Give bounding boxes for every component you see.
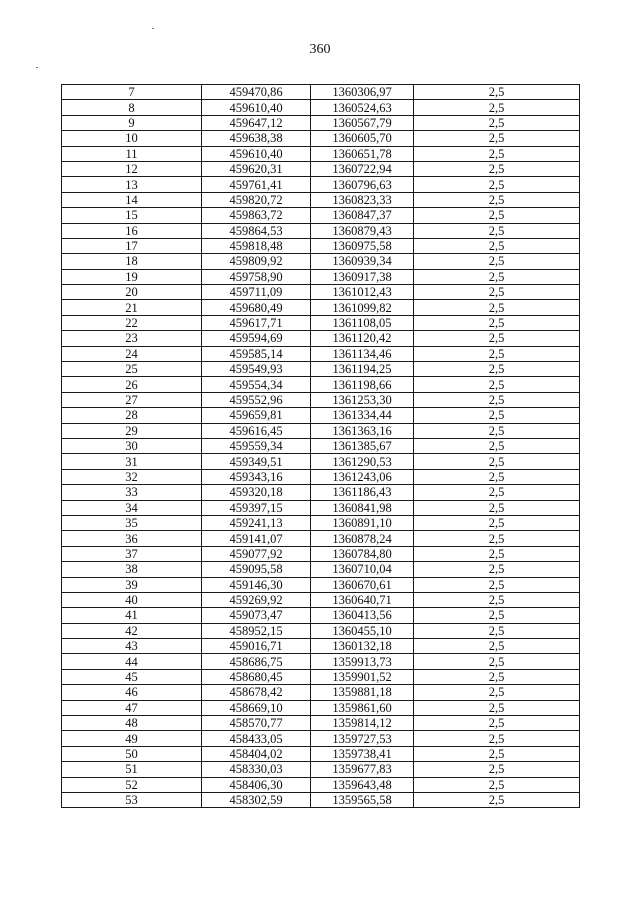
y-coordinate-cell: 1360306,97 <box>311 85 414 100</box>
y-coordinate-cell: 1360524,63 <box>311 100 414 115</box>
table-row <box>62 269 580 284</box>
page-number: 360 <box>309 42 331 57</box>
y-coordinate-cell: 1360796,63 <box>311 177 414 192</box>
accuracy-cell: 2,5 <box>414 408 580 423</box>
table-row <box>62 192 580 207</box>
table-row <box>62 223 580 238</box>
point-number-cell: 15 <box>62 208 202 223</box>
x-coordinate-cell: 459269,92 <box>202 592 311 607</box>
accuracy-cell: 2,5 <box>414 623 580 638</box>
x-coordinate-cell: 458570,77 <box>202 716 311 731</box>
accuracy-cell: 2,5 <box>414 146 580 161</box>
x-coordinate-cell: 459095,58 <box>202 562 311 577</box>
y-coordinate-cell: 1360917,38 <box>311 269 414 284</box>
table-row <box>62 531 580 546</box>
accuracy-cell: 2,5 <box>414 238 580 253</box>
accuracy-cell: 2,5 <box>414 423 580 438</box>
x-coordinate-cell: 459647,12 <box>202 115 311 130</box>
accuracy-cell: 2,5 <box>414 254 580 269</box>
table-row <box>62 592 580 607</box>
x-coordinate-cell: 459077,92 <box>202 546 311 561</box>
x-coordinate-cell: 459863,72 <box>202 208 311 223</box>
table-row <box>62 377 580 392</box>
y-coordinate-cell: 1360891,10 <box>311 515 414 530</box>
table-row <box>62 177 580 192</box>
y-coordinate-cell: 1361253,30 <box>311 392 414 407</box>
table-row <box>62 454 580 469</box>
accuracy-cell: 2,5 <box>414 285 580 300</box>
x-coordinate-cell: 458678,42 <box>202 685 311 700</box>
accuracy-cell: 2,5 <box>414 562 580 577</box>
x-coordinate-cell: 459320,18 <box>202 485 311 500</box>
point-number-cell: 9 <box>62 115 202 130</box>
y-coordinate-cell: 1360879,43 <box>311 223 414 238</box>
table-row <box>62 100 580 115</box>
table-row <box>62 392 580 407</box>
table-row <box>62 208 580 223</box>
table-row <box>62 792 580 807</box>
point-number-cell: 45 <box>62 669 202 684</box>
point-number-cell: 10 <box>62 131 202 146</box>
accuracy-cell: 2,5 <box>414 208 580 223</box>
point-number-cell: 16 <box>62 223 202 238</box>
point-number-cell: 27 <box>62 392 202 407</box>
point-number-cell: 30 <box>62 438 202 453</box>
accuracy-cell: 2,5 <box>414 454 580 469</box>
accuracy-cell: 2,5 <box>414 531 580 546</box>
y-coordinate-cell: 1360455,10 <box>311 623 414 638</box>
accuracy-cell: 2,5 <box>414 746 580 761</box>
point-number-cell: 42 <box>62 623 202 638</box>
y-coordinate-cell: 1361385,67 <box>311 438 414 453</box>
point-number-cell: 33 <box>62 485 202 500</box>
coordinates-table <box>61 84 580 808</box>
point-number-cell: 32 <box>62 469 202 484</box>
table-row <box>62 716 580 731</box>
accuracy-cell: 2,5 <box>414 485 580 500</box>
table-row <box>62 315 580 330</box>
point-number-cell: 43 <box>62 639 202 654</box>
x-coordinate-cell: 459549,93 <box>202 362 311 377</box>
point-number-cell: 24 <box>62 346 202 361</box>
x-coordinate-cell: 459594,69 <box>202 331 311 346</box>
y-coordinate-cell: 1360939,34 <box>311 254 414 269</box>
point-number-cell: 20 <box>62 285 202 300</box>
point-number-cell: 21 <box>62 300 202 315</box>
y-coordinate-cell: 1361134,46 <box>311 346 414 361</box>
x-coordinate-cell: 458302,59 <box>202 792 311 807</box>
y-coordinate-cell: 1359565,58 <box>311 792 414 807</box>
x-coordinate-cell: 459141,07 <box>202 531 311 546</box>
accuracy-cell: 2,5 <box>414 731 580 746</box>
x-coordinate-cell: 459659,81 <box>202 408 311 423</box>
table-row <box>62 161 580 176</box>
point-number-cell: 29 <box>62 423 202 438</box>
y-coordinate-cell: 1361243,06 <box>311 469 414 484</box>
accuracy-cell: 2,5 <box>414 115 580 130</box>
table-row <box>62 423 580 438</box>
x-coordinate-cell: 459241,13 <box>202 515 311 530</box>
x-coordinate-cell: 459680,49 <box>202 300 311 315</box>
point-number-cell: 7 <box>62 85 202 100</box>
y-coordinate-cell: 1360567,79 <box>311 115 414 130</box>
point-number-cell: 13 <box>62 177 202 192</box>
point-number-cell: 36 <box>62 531 202 546</box>
y-coordinate-cell: 1360975,58 <box>311 238 414 253</box>
accuracy-cell: 2,5 <box>414 469 580 484</box>
accuracy-cell: 2,5 <box>414 362 580 377</box>
point-number-cell: 53 <box>62 792 202 807</box>
y-coordinate-cell: 1360784,80 <box>311 546 414 561</box>
accuracy-cell: 2,5 <box>414 223 580 238</box>
scan-speck <box>36 67 38 68</box>
y-coordinate-cell: 1361186,43 <box>311 485 414 500</box>
y-coordinate-cell: 1361012,43 <box>311 285 414 300</box>
y-coordinate-cell: 1359901,52 <box>311 669 414 684</box>
table-row <box>62 254 580 269</box>
table-row <box>62 331 580 346</box>
point-number-cell: 12 <box>62 161 202 176</box>
accuracy-cell: 2,5 <box>414 438 580 453</box>
table-row <box>62 685 580 700</box>
x-coordinate-cell: 459758,90 <box>202 269 311 284</box>
x-coordinate-cell: 459470,86 <box>202 85 311 100</box>
accuracy-cell: 2,5 <box>414 346 580 361</box>
table-row <box>62 346 580 361</box>
y-coordinate-cell: 1359727,53 <box>311 731 414 746</box>
y-coordinate-cell: 1360413,56 <box>311 608 414 623</box>
y-coordinate-cell: 1359913,73 <box>311 654 414 669</box>
x-coordinate-cell: 459343,16 <box>202 469 311 484</box>
point-number-cell: 28 <box>62 408 202 423</box>
accuracy-cell: 2,5 <box>414 777 580 792</box>
point-number-cell: 41 <box>62 608 202 623</box>
accuracy-cell: 2,5 <box>414 762 580 777</box>
point-number-cell: 14 <box>62 192 202 207</box>
y-coordinate-cell: 1361099,82 <box>311 300 414 315</box>
y-coordinate-cell: 1360640,71 <box>311 592 414 607</box>
y-coordinate-cell: 1359814,12 <box>311 716 414 731</box>
point-number-cell: 51 <box>62 762 202 777</box>
x-coordinate-cell: 459349,51 <box>202 454 311 469</box>
coordinates-table-body <box>62 85 580 808</box>
x-coordinate-cell: 459554,34 <box>202 377 311 392</box>
accuracy-cell: 2,5 <box>414 669 580 684</box>
point-number-cell: 34 <box>62 500 202 515</box>
accuracy-cell: 2,5 <box>414 269 580 284</box>
point-number-cell: 50 <box>62 746 202 761</box>
point-number-cell: 11 <box>62 146 202 161</box>
y-coordinate-cell: 1359738,41 <box>311 746 414 761</box>
table-row <box>62 654 580 669</box>
table-row <box>62 731 580 746</box>
x-coordinate-cell: 459864,53 <box>202 223 311 238</box>
y-coordinate-cell: 1361334,44 <box>311 408 414 423</box>
table-row <box>62 285 580 300</box>
accuracy-cell: 2,5 <box>414 792 580 807</box>
y-coordinate-cell: 1361120,42 <box>311 331 414 346</box>
point-number-cell: 35 <box>62 515 202 530</box>
accuracy-cell: 2,5 <box>414 546 580 561</box>
x-coordinate-cell: 459818,48 <box>202 238 311 253</box>
accuracy-cell: 2,5 <box>414 331 580 346</box>
x-coordinate-cell: 458686,75 <box>202 654 311 669</box>
table-row <box>62 546 580 561</box>
table-row <box>62 669 580 684</box>
table-row <box>62 485 580 500</box>
table-row <box>62 639 580 654</box>
point-number-cell: 52 <box>62 777 202 792</box>
point-number-cell: 22 <box>62 315 202 330</box>
y-coordinate-cell: 1360823,33 <box>311 192 414 207</box>
y-coordinate-cell: 1361198,66 <box>311 377 414 392</box>
table-row <box>62 469 580 484</box>
scan-speck <box>152 28 154 29</box>
x-coordinate-cell: 459559,34 <box>202 438 311 453</box>
y-coordinate-cell: 1359881,18 <box>311 685 414 700</box>
y-coordinate-cell: 1360132,18 <box>311 639 414 654</box>
table-row <box>62 700 580 715</box>
point-number-cell: 39 <box>62 577 202 592</box>
accuracy-cell: 2,5 <box>414 685 580 700</box>
x-coordinate-cell: 459073,47 <box>202 608 311 623</box>
point-number-cell: 17 <box>62 238 202 253</box>
x-coordinate-cell: 459552,96 <box>202 392 311 407</box>
y-coordinate-cell: 1359861,60 <box>311 700 414 715</box>
y-coordinate-cell: 1360670,61 <box>311 577 414 592</box>
accuracy-cell: 2,5 <box>414 377 580 392</box>
point-number-cell: 23 <box>62 331 202 346</box>
x-coordinate-cell: 458433,05 <box>202 731 311 746</box>
accuracy-cell: 2,5 <box>414 577 580 592</box>
accuracy-cell: 2,5 <box>414 592 580 607</box>
point-number-cell: 18 <box>62 254 202 269</box>
accuracy-cell: 2,5 <box>414 654 580 669</box>
table-row <box>62 608 580 623</box>
table-row <box>62 762 580 777</box>
y-coordinate-cell: 1360710,04 <box>311 562 414 577</box>
x-coordinate-cell: 458330,03 <box>202 762 311 777</box>
accuracy-cell: 2,5 <box>414 85 580 100</box>
accuracy-cell: 2,5 <box>414 392 580 407</box>
table-row <box>62 115 580 130</box>
x-coordinate-cell: 459616,45 <box>202 423 311 438</box>
point-number-cell: 19 <box>62 269 202 284</box>
y-coordinate-cell: 1361363,16 <box>311 423 414 438</box>
x-coordinate-cell: 459016,71 <box>202 639 311 654</box>
point-number-cell: 49 <box>62 731 202 746</box>
x-coordinate-cell: 459610,40 <box>202 100 311 115</box>
y-coordinate-cell: 1361194,25 <box>311 362 414 377</box>
table-row <box>62 515 580 530</box>
point-number-cell: 47 <box>62 700 202 715</box>
table-row <box>62 500 580 515</box>
point-number-cell: 25 <box>62 362 202 377</box>
table-row <box>62 131 580 146</box>
x-coordinate-cell: 459585,14 <box>202 346 311 361</box>
accuracy-cell: 2,5 <box>414 177 580 192</box>
point-number-cell: 40 <box>62 592 202 607</box>
point-number-cell: 37 <box>62 546 202 561</box>
point-number-cell: 46 <box>62 685 202 700</box>
point-number-cell: 38 <box>62 562 202 577</box>
x-coordinate-cell: 459761,41 <box>202 177 311 192</box>
y-coordinate-cell: 1360841,98 <box>311 500 414 515</box>
accuracy-cell: 2,5 <box>414 500 580 515</box>
point-number-cell: 8 <box>62 100 202 115</box>
accuracy-cell: 2,5 <box>414 100 580 115</box>
table-row <box>62 238 580 253</box>
table-row <box>62 438 580 453</box>
x-coordinate-cell: 458680,45 <box>202 669 311 684</box>
table-row <box>62 85 580 100</box>
table-row <box>62 577 580 592</box>
accuracy-cell: 2,5 <box>414 716 580 731</box>
accuracy-cell: 2,5 <box>414 161 580 176</box>
y-coordinate-cell: 1361108,05 <box>311 315 414 330</box>
table-row <box>62 777 580 792</box>
table-row <box>62 300 580 315</box>
x-coordinate-cell: 458669,10 <box>202 700 311 715</box>
x-coordinate-cell: 459620,31 <box>202 161 311 176</box>
accuracy-cell: 2,5 <box>414 300 580 315</box>
table-row <box>62 408 580 423</box>
x-coordinate-cell: 459711,09 <box>202 285 311 300</box>
accuracy-cell: 2,5 <box>414 639 580 654</box>
point-number-cell: 26 <box>62 377 202 392</box>
accuracy-cell: 2,5 <box>414 131 580 146</box>
point-number-cell: 44 <box>62 654 202 669</box>
table-row <box>62 562 580 577</box>
y-coordinate-cell: 1361290,53 <box>311 454 414 469</box>
table-row <box>62 362 580 377</box>
y-coordinate-cell: 1360722,94 <box>311 161 414 176</box>
point-number-cell: 31 <box>62 454 202 469</box>
x-coordinate-cell: 459638,38 <box>202 131 311 146</box>
y-coordinate-cell: 1360651,78 <box>311 146 414 161</box>
x-coordinate-cell: 459610,40 <box>202 146 311 161</box>
x-coordinate-cell: 459397,15 <box>202 500 311 515</box>
x-coordinate-cell: 458952,15 <box>202 623 311 638</box>
x-coordinate-cell: 458406,30 <box>202 777 311 792</box>
table-row <box>62 746 580 761</box>
accuracy-cell: 2,5 <box>414 608 580 623</box>
y-coordinate-cell: 1359677,83 <box>311 762 414 777</box>
y-coordinate-cell: 1360605,70 <box>311 131 414 146</box>
x-coordinate-cell: 458404,02 <box>202 746 311 761</box>
y-coordinate-cell: 1359643,48 <box>311 777 414 792</box>
point-number-cell: 48 <box>62 716 202 731</box>
accuracy-cell: 2,5 <box>414 315 580 330</box>
x-coordinate-cell: 459617,71 <box>202 315 311 330</box>
x-coordinate-cell: 459809,92 <box>202 254 311 269</box>
table-row <box>62 146 580 161</box>
y-coordinate-cell: 1360878,24 <box>311 531 414 546</box>
accuracy-cell: 2,5 <box>414 700 580 715</box>
x-coordinate-cell: 459146,30 <box>202 577 311 592</box>
y-coordinate-cell: 1360847,37 <box>311 208 414 223</box>
accuracy-cell: 2,5 <box>414 192 580 207</box>
accuracy-cell: 2,5 <box>414 515 580 530</box>
table-row <box>62 623 580 638</box>
x-coordinate-cell: 459820,72 <box>202 192 311 207</box>
